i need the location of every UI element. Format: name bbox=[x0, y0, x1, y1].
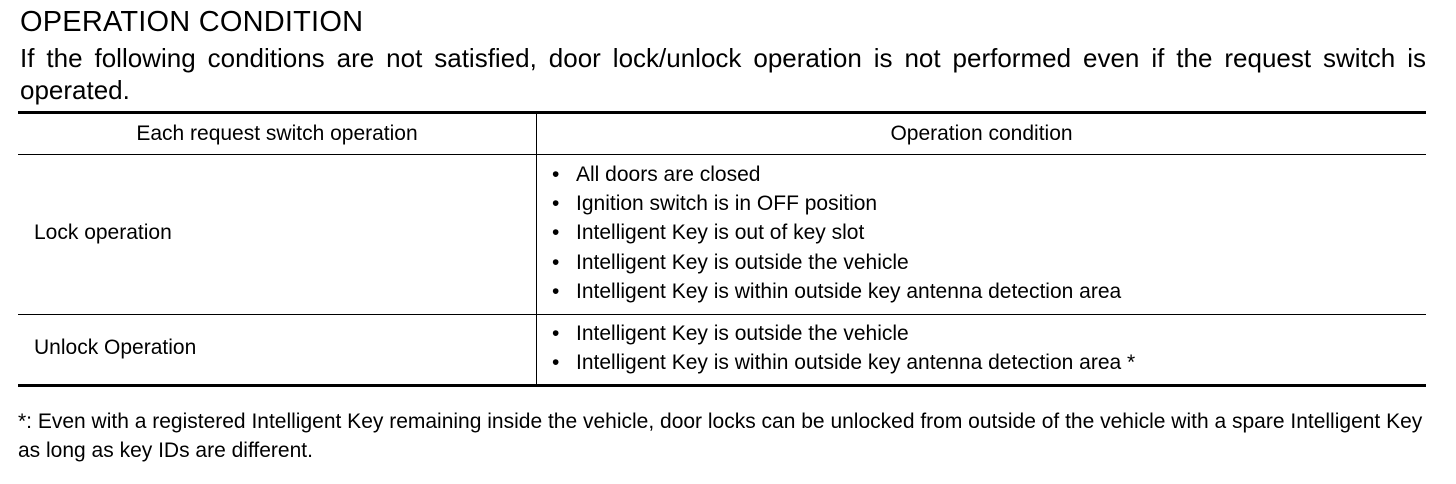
bullet-glyph: • bbox=[552, 322, 560, 345]
row-lock-label: Lock operation bbox=[34, 221, 172, 244]
header-bottom-rule bbox=[18, 154, 1426, 155]
intro-paragraph: If the following conditions are not satisfied, door lock/unlock operation is not performed even if the request switch is operated. bbox=[20, 43, 1426, 105]
list-item bbox=[552, 248, 1121, 277]
row-unlock-conditions bbox=[552, 319, 1135, 377]
row-divider-rule bbox=[18, 314, 1426, 315]
condition-text: Ignition switch is in OFF position bbox=[576, 192, 878, 216]
row-unlock-label: Unlock Operation bbox=[34, 336, 197, 359]
list-item bbox=[552, 277, 1121, 306]
row-lock-conditions bbox=[552, 160, 1121, 306]
header-cell-operation: Each request switch operation bbox=[136, 122, 418, 145]
condition-text: Intelligent Key is within outside key antenna detection area bbox=[576, 279, 1122, 303]
bullet-glyph: • bbox=[552, 221, 560, 245]
header-cell-condition: Operation condition bbox=[890, 122, 1073, 145]
condition-text: Intelligent Key is outside the vehicle bbox=[576, 322, 909, 345]
list-item bbox=[552, 189, 1121, 218]
footnote: *: Even with a registered Intelligent Key remaining inside the vehicle, door locks can be unlocked from outside of the vehicle with a spare Intelligent Key as long as key IDs are different. bbox=[18, 410, 1423, 462]
bullet-glyph: • bbox=[552, 163, 560, 186]
bullet-glyph: • bbox=[552, 192, 560, 216]
table-bottom-rule bbox=[18, 384, 1426, 387]
list-item bbox=[552, 348, 1135, 377]
condition-text: Intelligent Key is out of key slot bbox=[576, 221, 865, 245]
list-item bbox=[552, 319, 1135, 348]
bullet-glyph: • bbox=[552, 279, 560, 303]
section-heading: OPERATION CONDITION bbox=[20, 6, 364, 38]
list-item bbox=[552, 218, 1121, 247]
bullet-glyph: • bbox=[552, 250, 560, 274]
bullet-glyph: • bbox=[552, 351, 560, 375]
condition-text: All doors are closed bbox=[576, 163, 761, 186]
condition-text: Intelligent Key is within outside key antenna detection area * bbox=[576, 351, 1136, 375]
list-item bbox=[552, 160, 1121, 189]
condition-text: Intelligent Key is outside the vehicle bbox=[576, 250, 909, 274]
